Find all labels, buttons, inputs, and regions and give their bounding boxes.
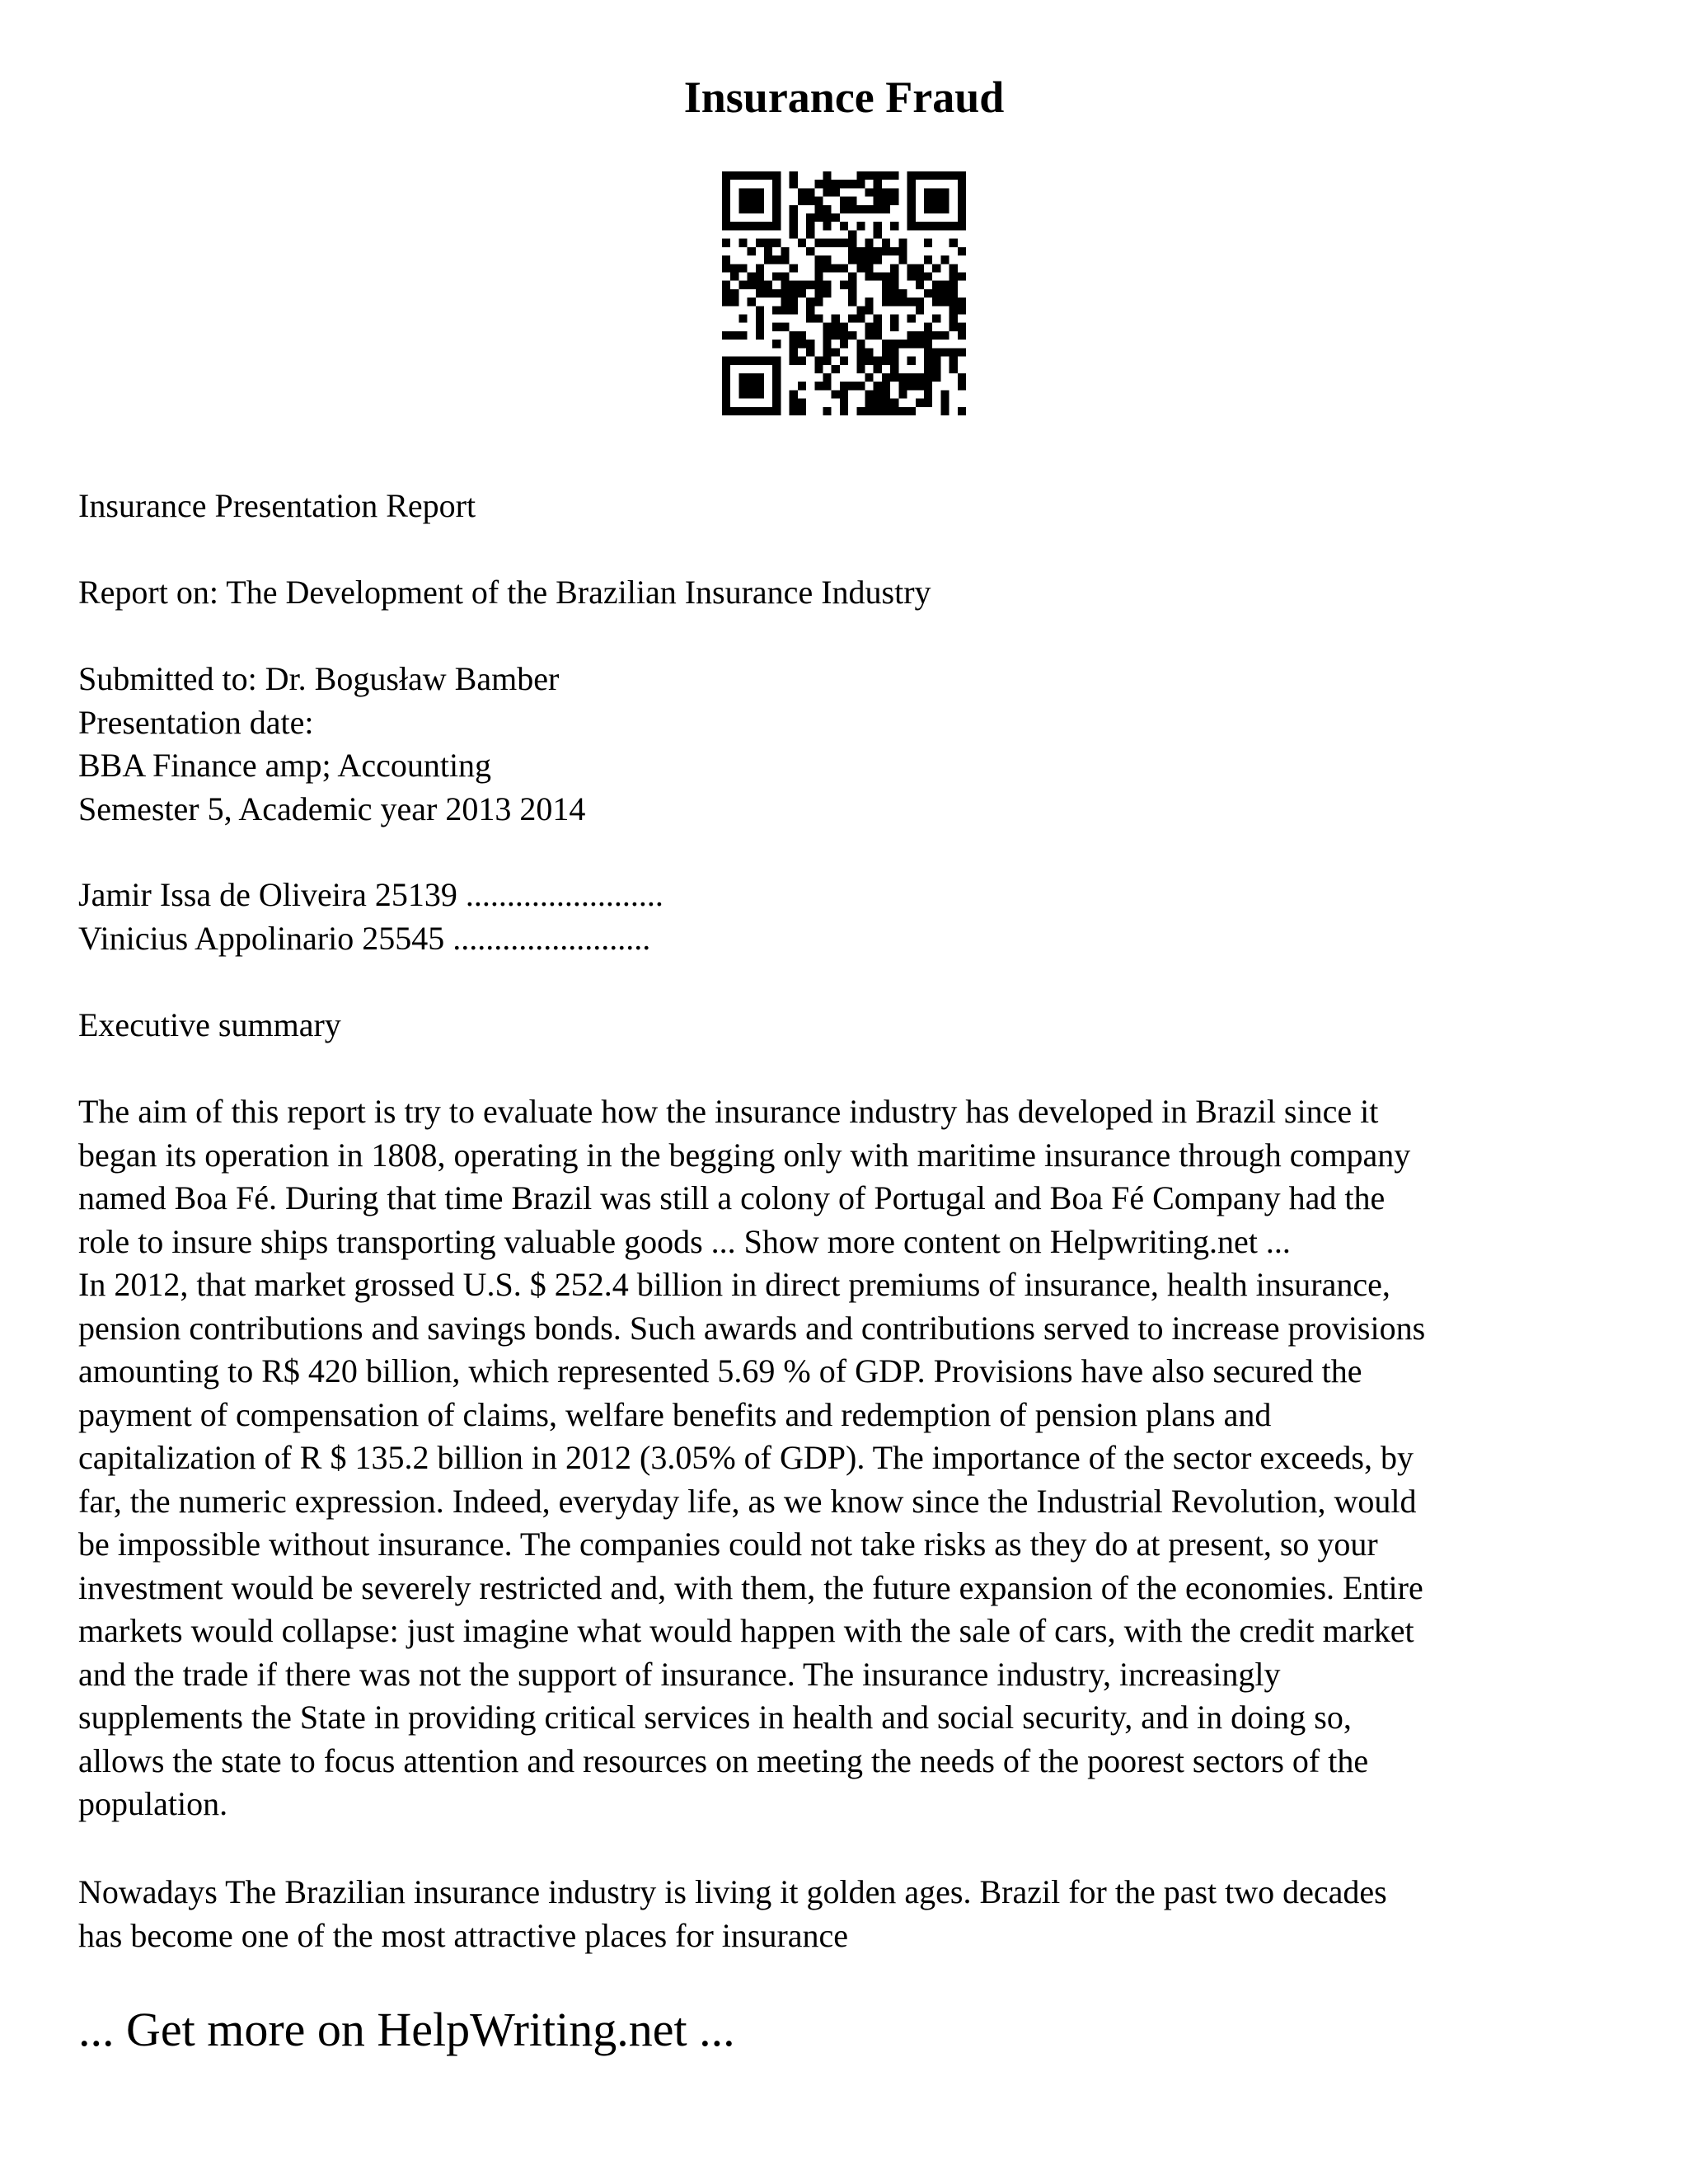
program: BBA Finance amp; Accounting xyxy=(78,747,492,784)
presentation-date: Presentation date: xyxy=(78,703,314,741)
paragraph-line: supplements the State in providing critical services in health and social security, and in doing so, xyxy=(78,1699,1352,1736)
paragraph-line: Nowadays The Brazilian insurance industry is living it golden ages. Brazil for the past two decades xyxy=(78,1873,1387,1910)
paragraph-line: be impossible without insurance. The companies could not take risks as they do at present, so your xyxy=(78,1526,1378,1563)
author-line: Jamir Issa de Oliveira 25139 ........................ xyxy=(78,876,663,913)
paragraph-line: capitalization of R $ 135.2 billion in 2012 (3.05% of GDP). The importance of the sector exceeds, by xyxy=(78,1439,1414,1476)
authors-block xyxy=(78,874,1628,960)
report-subject: Report on: The Development of the Brazilian Insurance Industry xyxy=(78,574,931,611)
paragraph-line: far, the numeric expression. Indeed, everyday life, as we know since the Industrial Revolution, would xyxy=(78,1482,1417,1520)
qr-code-icon xyxy=(722,171,966,415)
paragraph-line: amounting to R$ 420 billion, which represented 5.69 % of GDP. Provisions have also secured the xyxy=(78,1352,1362,1390)
paragraph-line: began its operation in 1808, operating in the begging only with maritime insurance through company xyxy=(78,1136,1411,1174)
submission-block xyxy=(78,658,1628,831)
paragraph-line: has become one of the most attractive places for insurance xyxy=(78,1916,849,1954)
semester: Semester 5, Academic year 2013 2014 xyxy=(78,790,586,827)
paragraph-line: population. xyxy=(78,1785,228,1822)
paragraph-line: investment would be severely restricted and, with them, the future expansion of the economies. Entire xyxy=(78,1568,1423,1606)
submitted-to: Submitted to: Dr. Bogusław Bamber xyxy=(78,660,560,697)
report-type: Insurance Presentation Report xyxy=(78,487,476,524)
paragraph-line: payment of compensation of claims, welfare benefits and redemption of pension plans and xyxy=(78,1395,1272,1433)
summary-heading: Executive summary xyxy=(78,1006,341,1043)
author-line: Vinicius Appolinario 25545 ........................ xyxy=(78,919,651,957)
paragraph-line: and the trade if there was not the support of insurance. The insurance industry, increasingly xyxy=(78,1655,1281,1693)
paragraph-line: In 2012, that market grossed U.S. $ 252.4 billion in direct premiums of insurance, health insurance, xyxy=(78,1266,1390,1303)
document-title: Insurance Fraud xyxy=(683,73,1005,123)
paragraph-line: markets would collapse: just imagine what would happen with the sale of cars, with the credit market xyxy=(78,1612,1414,1649)
paragraph-line: pension contributions and savings bonds. Such awards and contributions served to increase provisions xyxy=(78,1309,1426,1347)
paragraph-line: named Boa Fé. During that time Brazil was still a colony of Portugal and Boa Fé Company had the xyxy=(78,1179,1386,1216)
summary-paragraph-2 xyxy=(78,1871,1628,1957)
paragraph-line: allows the state to focus attention and resources on meeting the needs of the poorest sectors of the xyxy=(78,1741,1369,1779)
paragraph-line: The aim of this report is try to evaluate how the insurance industry has developed in Brazil since it xyxy=(78,1093,1379,1130)
summary-paragraph-1 xyxy=(78,1090,1628,1826)
paragraph-line: role to insure ships transporting valuable goods ... Show more content on Helpwriting.net ... xyxy=(78,1222,1291,1260)
get-more-link[interactable]: ... Get more on HelpWriting.net ... xyxy=(78,2003,735,2056)
